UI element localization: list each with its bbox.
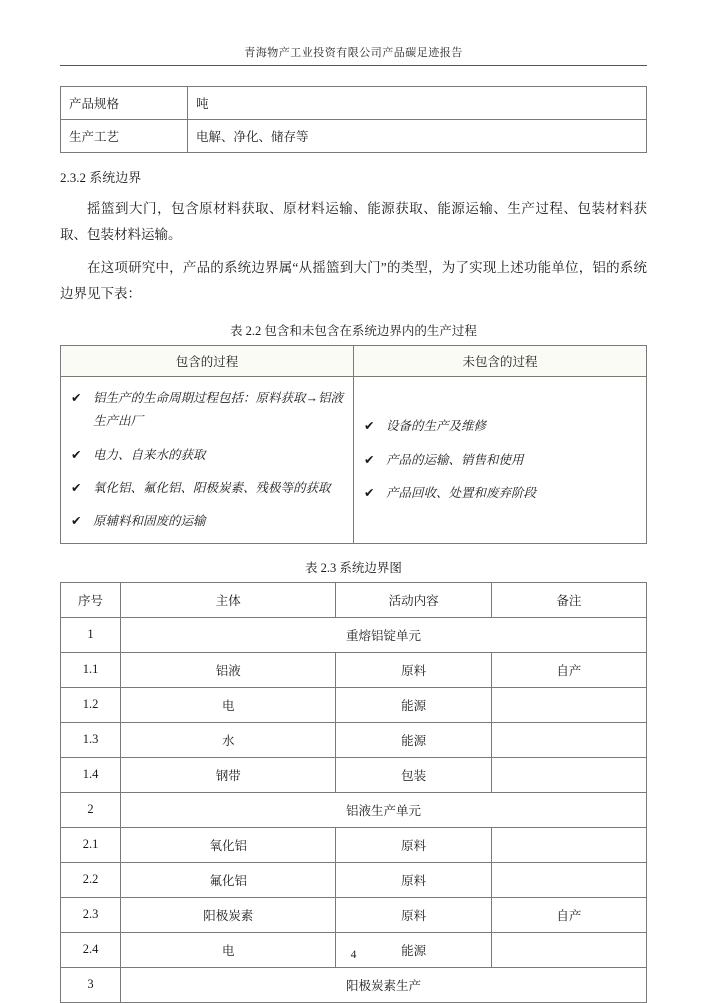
- table-row: [61, 757, 647, 792]
- column-header-no: 序号: [61, 582, 121, 617]
- list-item-label: 产品的运输、销售和使用: [386, 452, 524, 467]
- column-header-activity: 活动内容: [336, 582, 491, 617]
- row-activity: 原料: [336, 652, 491, 687]
- table-row: [61, 377, 647, 544]
- table-header-row: [61, 582, 647, 617]
- row-subject: 钢带: [121, 757, 336, 792]
- row-remark: [491, 757, 646, 792]
- row-group-title: 铝液生产单元: [121, 792, 647, 827]
- table-row: [61, 687, 647, 722]
- table-row: [61, 827, 647, 862]
- table-row: [61, 652, 647, 687]
- included-processes-cell: [61, 377, 354, 544]
- row-activity: 能源: [336, 932, 491, 967]
- spec-label: 生产工艺: [61, 120, 188, 153]
- row-remark: [491, 827, 646, 862]
- column-header-remark: 备注: [491, 582, 646, 617]
- row-group-title: 阳极炭素生产: [121, 967, 647, 1002]
- row-subject: 阳极炭素: [121, 897, 336, 932]
- row-activity: 包装: [336, 757, 491, 792]
- table-row: [61, 862, 647, 897]
- excluded-processes-cell: [354, 377, 647, 544]
- row-activity: 原料: [336, 827, 491, 862]
- row-remark: 自产: [491, 897, 646, 932]
- list-item-label: 产品回收、处置和废弃阶段: [386, 485, 537, 500]
- check-icon: ✔: [71, 480, 82, 495]
- column-header-included: 包含的过程: [61, 346, 354, 377]
- check-icon: ✔: [71, 513, 82, 528]
- row-no: 1.4: [61, 757, 121, 792]
- list-item: [71, 387, 343, 433]
- page-number: 4: [350, 949, 357, 961]
- row-remark: [491, 687, 646, 722]
- spec-value: 电解、净化、储存等: [188, 120, 647, 153]
- row-remark: [491, 862, 646, 897]
- list-item-label: 铝生产的生命周期过程包括：原料获取→铝液生产出厂: [93, 391, 344, 429]
- spec-value: 吨: [188, 87, 647, 120]
- boundary-table: [60, 582, 647, 1003]
- check-icon: ✔: [364, 452, 375, 467]
- row-subject: 水: [121, 722, 336, 757]
- row-no: 2.2: [61, 862, 121, 897]
- row-subject: 氟化铝: [121, 862, 336, 897]
- table-row: [61, 967, 647, 1002]
- list-item: [71, 510, 343, 533]
- table-row: [61, 897, 647, 932]
- check-icon: ✔: [364, 485, 375, 500]
- row-no: 1.2: [61, 687, 121, 722]
- row-remark: 自产: [491, 652, 646, 687]
- row-no: 2.1: [61, 827, 121, 862]
- row-activity: 能源: [336, 687, 491, 722]
- table-row: [61, 617, 647, 652]
- page-header: 青海物产工业投资有限公司产品碳足迹报告: [60, 44, 647, 66]
- table-row: [61, 87, 647, 120]
- row-activity: 原料: [336, 862, 491, 897]
- row-subject: 铝液: [121, 652, 336, 687]
- row-group-title: 重熔铝锭单元: [121, 617, 647, 652]
- row-no: 1.1: [61, 652, 121, 687]
- row-no: 2.4: [61, 932, 121, 967]
- row-subject: 氧化铝: [121, 827, 336, 862]
- table-row: [61, 792, 647, 827]
- list-item: [364, 482, 636, 505]
- section-heading: 2.3.2 系统边界: [60, 170, 142, 185]
- check-icon: ✔: [71, 391, 82, 406]
- check-icon: ✔: [71, 447, 82, 462]
- list-item-label: 电力、自来水的获取: [93, 447, 206, 462]
- row-activity: 能源: [336, 722, 491, 757]
- boundary-table-caption: 表 2.3 系统边界图: [305, 560, 402, 575]
- row-no: 3: [61, 967, 121, 1002]
- column-header-excluded: 未包含的过程: [354, 346, 647, 377]
- row-no: 2: [61, 792, 121, 827]
- row-remark: [491, 722, 646, 757]
- section-paragraph-1: 摇篮到大门，包含原材料获取、原材料运输、能源获取、能源运输、生产过程、包装材料获取、包装材料运输。: [60, 201, 647, 243]
- row-subject: 电: [121, 932, 336, 967]
- spec-label: 产品规格: [61, 87, 188, 120]
- row-subject: 电: [121, 687, 336, 722]
- list-item: [364, 415, 636, 438]
- scope-table: [60, 345, 647, 544]
- list-item: [71, 444, 343, 467]
- row-no: 1: [61, 617, 121, 652]
- excluded-list: [364, 415, 636, 504]
- scope-table-caption: 表 2.2 包含和未包含在系统边界内的生产过程: [230, 324, 477, 339]
- column-header-subject: 主体: [121, 582, 336, 617]
- list-item: [364, 449, 636, 472]
- row-no: 2.3: [61, 897, 121, 932]
- row-activity: 原料: [336, 897, 491, 932]
- included-list: [71, 387, 343, 533]
- section-paragraph-2: 在这项研究中，产品的系统边界属“从摇篮到大门”的类型，为了实现上述功能单位，铝的系统边界见下表：: [60, 259, 647, 301]
- table-header-row: [61, 346, 647, 377]
- list-item: [71, 477, 343, 500]
- check-icon: ✔: [364, 419, 375, 434]
- table-row: [61, 722, 647, 757]
- row-no: 1.3: [61, 722, 121, 757]
- product-spec-table: [60, 86, 647, 153]
- list-item-label: 氧化铝、氟化铝、阳极炭素、残极等的获取: [93, 480, 331, 495]
- table-row: [61, 120, 647, 153]
- list-item-label: 原辅料和固废的运输: [93, 513, 206, 528]
- list-item-label: 设备的生产及维修: [386, 419, 487, 434]
